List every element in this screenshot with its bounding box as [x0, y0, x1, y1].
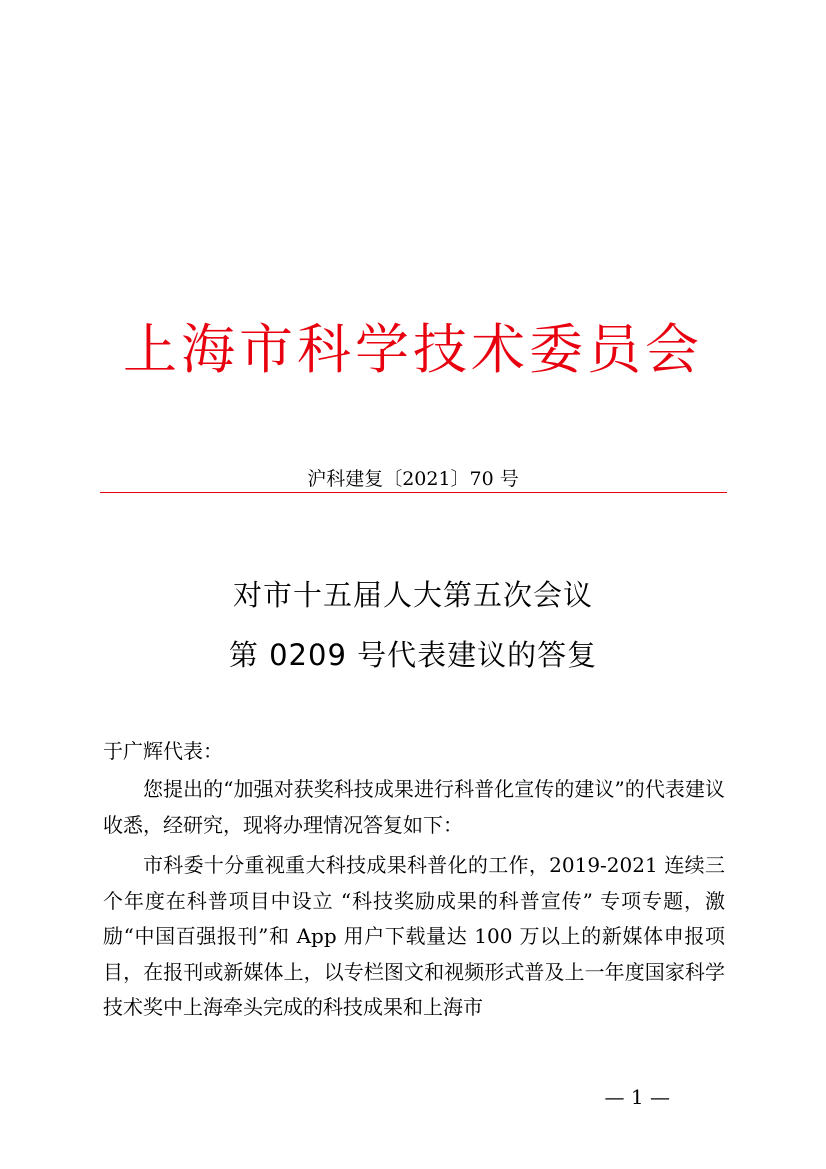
- document-title-line-2: 第 0209 号代表建议的答复: [228, 638, 598, 672]
- letterhead-divider: [100, 492, 727, 493]
- body-paragraph-1: 您提出的“加强对获奖科技成果进行科普化宣传的建议”的代表建议收悉，经研究，现将办理情况答复如下：: [103, 777, 725, 837]
- letterhead-org-name: 上海市科学技术委员会: [123, 318, 703, 381]
- document-title-line-1: 对市十五届人大第五次会议: [232, 578, 593, 612]
- page-number: — 1 —: [604, 1085, 670, 1109]
- document-number: 沪科建复〔2021〕70 号: [307, 468, 519, 490]
- salutation: 于广辉代表：: [103, 739, 223, 763]
- body-paragraph-2: 市科委十分重视重大科技成果科普化的工作，2019-2021 连续三个年度在科普项目中设立 “科技奖励成果的科普宣传” 专项专题，激励“中国百强报刊”和 App 用户下载量达 100 万以上的新媒体申报项目，在报刊或新媒体上，以专栏图文和视频形式普及上一年度国家科学技术奖中上海牵头完成的科技成果和上海市: [103, 853, 725, 1019]
